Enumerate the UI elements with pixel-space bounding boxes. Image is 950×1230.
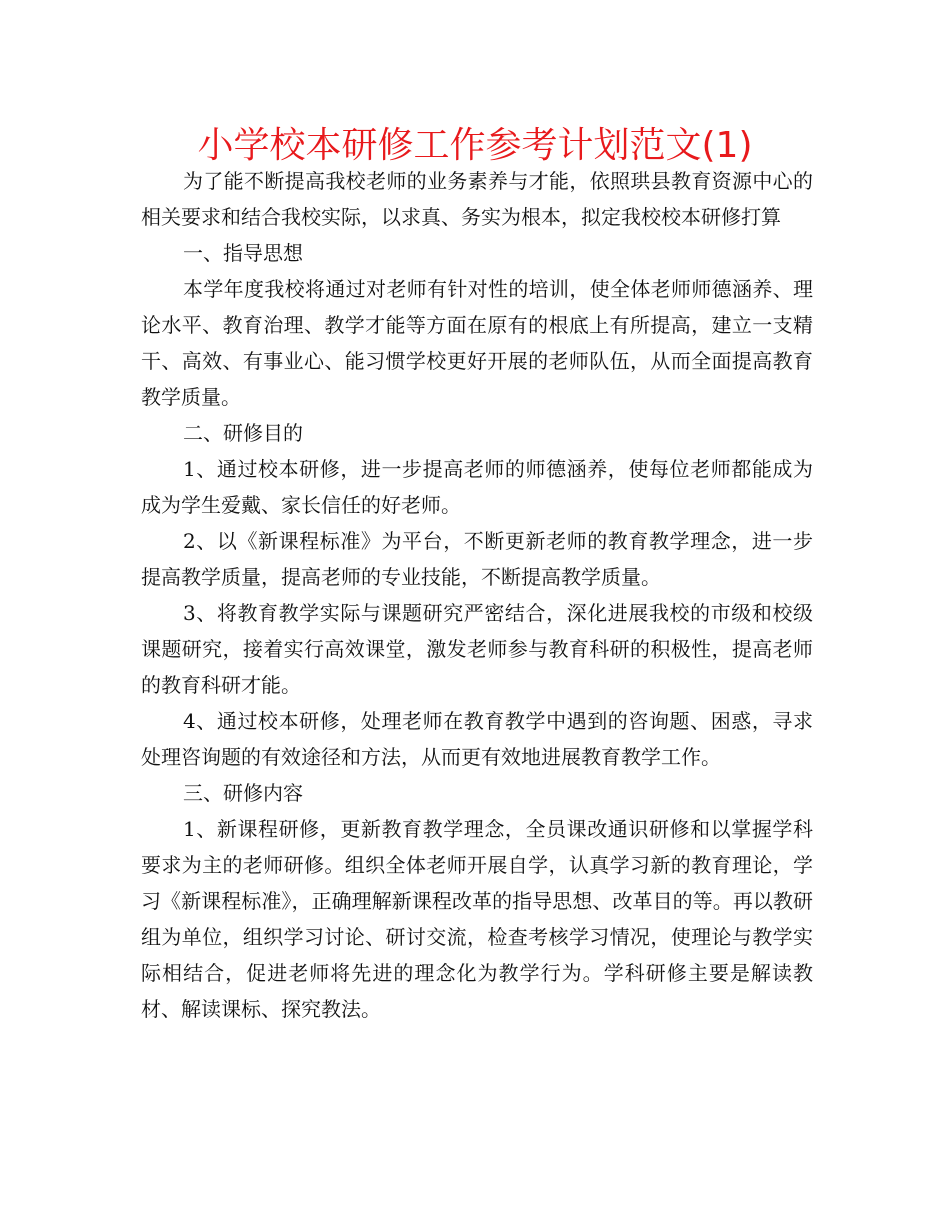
paragraph-goal-3: 3、将教育教学实际与课题研究严密结合，深化进展我校的市级和校级课题研究，接着实行高效课堂，激发老师参与教育科研的积极性，提高老师的教育科研才能。: [141, 601, 813, 697]
document-title: 小学校本研修工作参考计划范文(1): [197, 125, 753, 166]
section-heading-research-content: 三、研修内容: [183, 781, 303, 805]
document-body: [141, 163, 813, 1027]
section-heading-guiding-thought: 一、指导思想: [183, 241, 303, 265]
paragraph-goal-2: 2、以《新课程标准》为平台，不断更新老师的教育教学理念，进一步提高教学质量，提高老师的专业技能，不断提高教学质量。: [141, 529, 813, 589]
section-heading-research-goals: 二、研修目的: [183, 421, 303, 445]
paragraph-guiding-thought: 本学年度我校将通过对老师有针对性的培训，使全体老师师德涵养、理论水平、教育治理、教学才能等方面在原有的根底上有所提高，建立一支精干、高效、有事业心、能习惯学校更好开展的老师队伍，从而全面提高教育教学质量。: [141, 277, 813, 409]
paragraph-intro: 为了能不断提高我校老师的业务素养与才能，依照珙县教育资源中心的相关要求和结合我校实际，以求真、务实为根本，拟定我校校本研修打算: [141, 169, 813, 229]
paragraph-content-1: 1、新课程研修，更新教育教学理念，全员课改通识研修和以掌握学科要求为主的老师研修。组织全体老师开展自学，认真学习新的教育理论，学习《新课程标准》，正确理解新课程改革的指导思想、改革目的等。再以教研组为单位，组织学习讨论、研讨交流，检查考核学习情况，使理论与教学实际相结合，促进老师将先进的理念化为教学行为。学科研修主要是解读教材、解读课标、探究教法。: [141, 817, 813, 1021]
paragraph-goal-1: 1、通过校本研修，进一步提高老师的师德涵养，使每位老师都能成为成为学生爱戴、家长信任的好老师。: [141, 457, 813, 517]
paragraph-goal-4: 4、通过校本研修，处理老师在教育教学中遇到的咨询题、困惑，寻求处理咨询题的有效途径和方法，从而更有效地进展教育教学工作。: [141, 709, 813, 769]
